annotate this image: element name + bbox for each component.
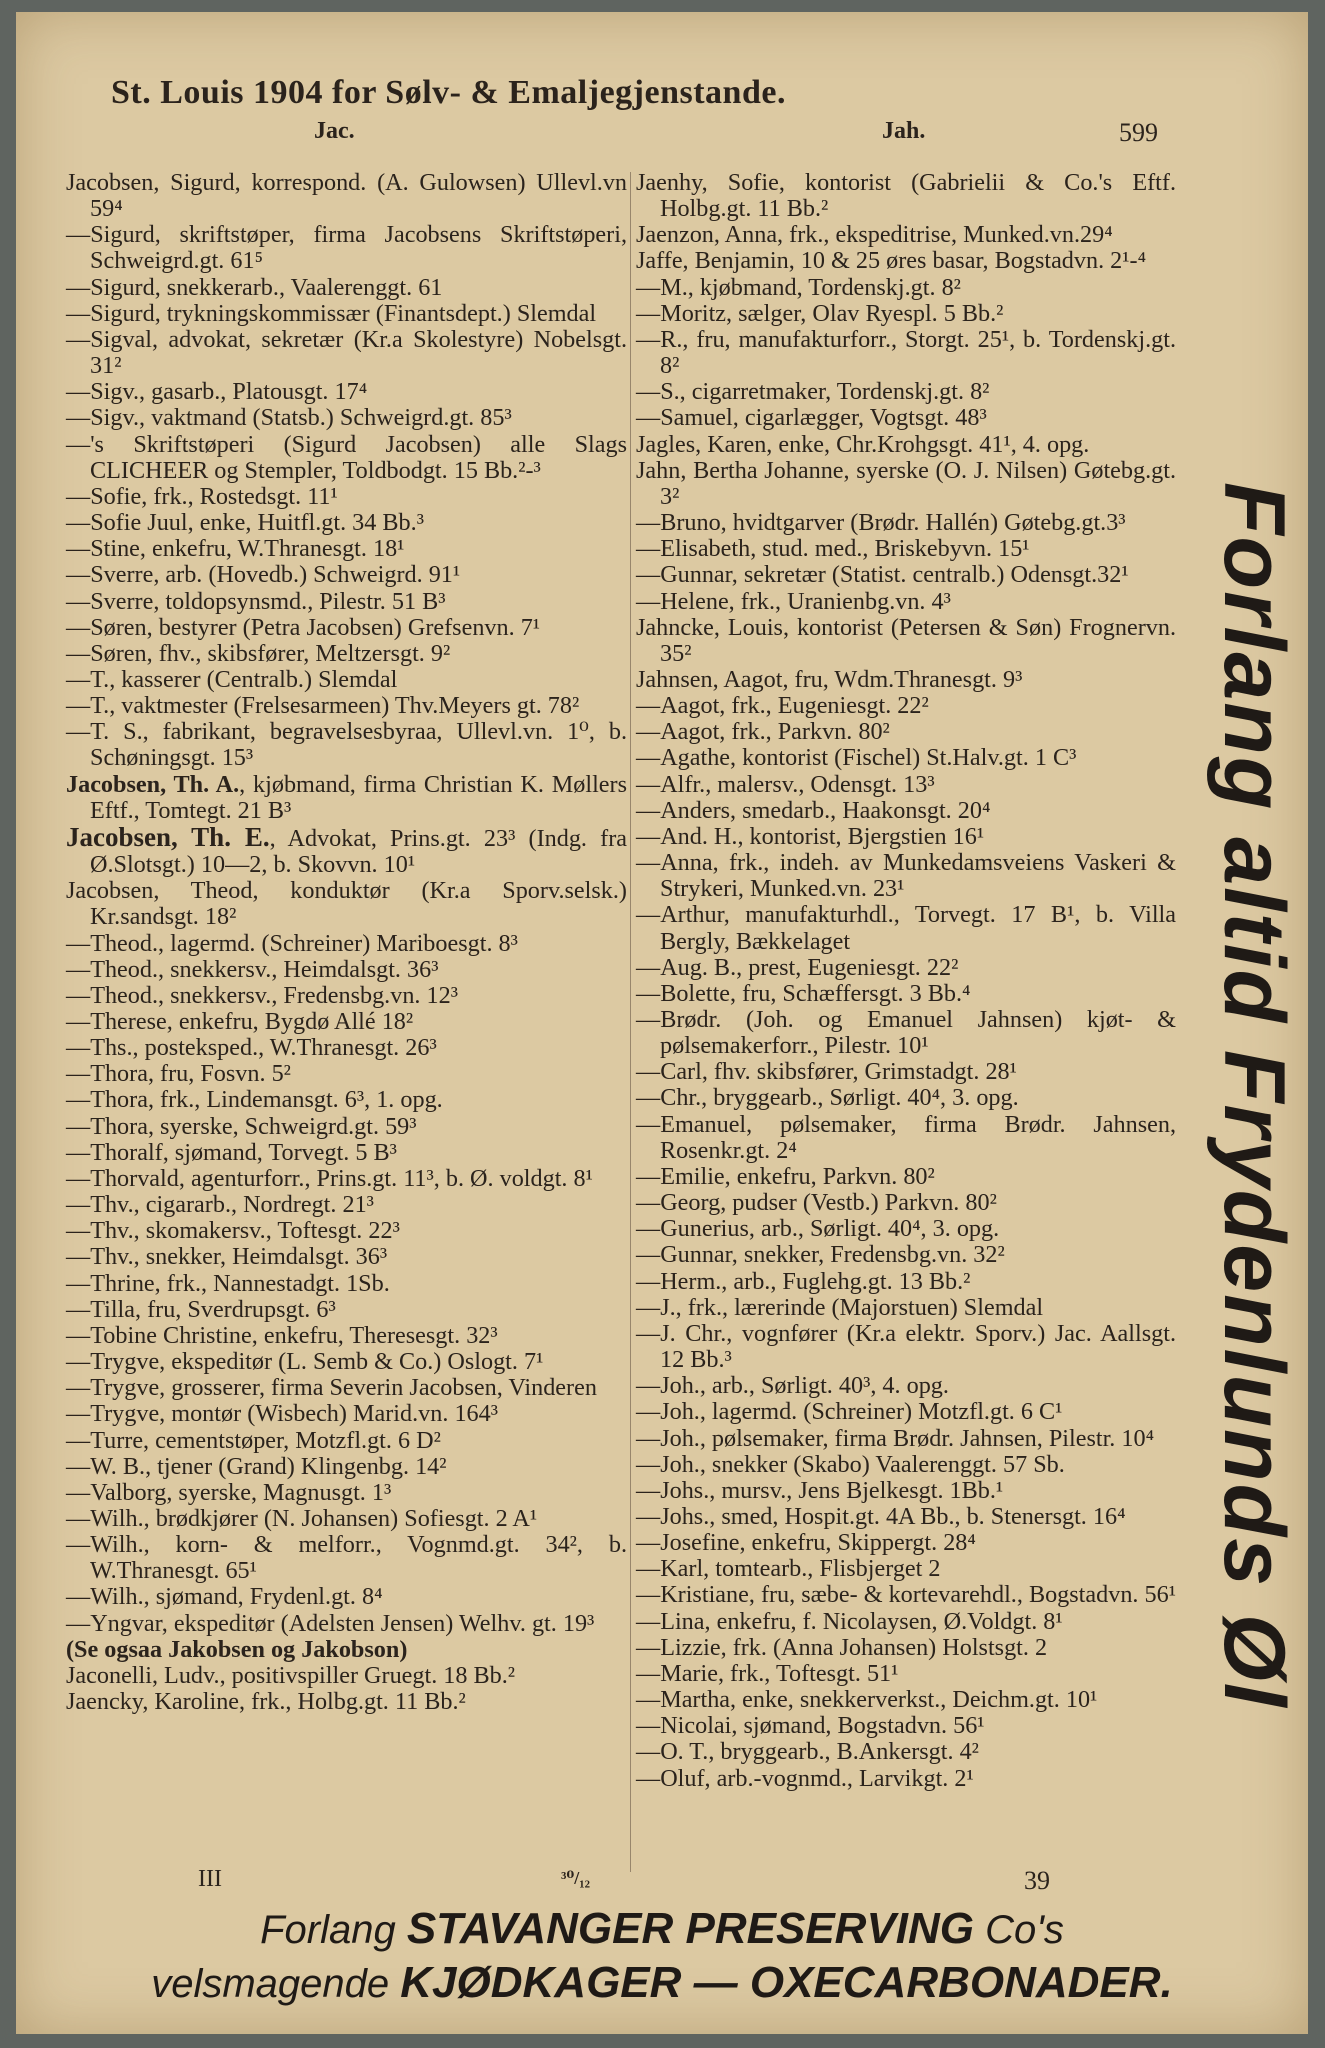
directory-entry: —Sigurd, snekkerarb., Vaalerenggt. 61 xyxy=(66,273,443,301)
footer-left-mark: III xyxy=(198,1866,222,1892)
directory-entry: Jaenhy, Sofie, kontorist (Gabrielii & Co.'s Eftf. Holbg.gt. 11 Bb.² xyxy=(636,169,1176,223)
directory-entry: —Gunnar, snekker, Fredensbg.vn. 32² xyxy=(636,1241,1005,1269)
bold-name: Jacobsen, Th. A. xyxy=(66,770,240,798)
bold-name: (Se ogsaa Jakobsen og Jakobson) xyxy=(66,1635,408,1663)
directory-entry: Jaencky, Karoline, frk., Holbg.gt. 11 Bb.² xyxy=(66,1688,466,1716)
directory-entry: —Lizzie, frk. (Anna Johansen) Holstsgt. 2 xyxy=(636,1633,1048,1661)
directory-entry: —Anders, smedarb., Haakonsgt. 20⁴ xyxy=(636,796,991,824)
directory-entry: —Turre, cementstøper, Motzfl.gt. 6 D² xyxy=(66,1426,441,1454)
directory-entry xyxy=(66,1637,627,1663)
directory-entry: —Wilh., sjømand, Frydenl.gt. 8⁴ xyxy=(66,1583,383,1611)
directory-entry: —Sigurd, trykningskommissær (Finantsdept.) Slemdal xyxy=(66,299,597,327)
directory-entry: Jagles, Karen, enke, Chr.Krohgsgt. 41¹, 4. opg. xyxy=(636,430,1090,458)
directory-entry: —Gunnar, sekretær (Statist. centralb.) Odensgt.32¹ xyxy=(636,561,1129,589)
directory-entry: Jahnsen, Aagot, fru, Wdm.Thranesgt. 9³ xyxy=(636,665,1023,693)
directory-entry: —'s Skriftstøperi (Sigurd Jacobsen) alle Slags CLICHEER og Stempler, Toldbodgt. 15 Bb.²-³ xyxy=(66,430,627,484)
directory-entry: —Sverre, toldopsynsmd., Pilestr. 51 B³ xyxy=(66,587,446,615)
directory-entry: —Ths., posteksped., W.Thranesgt. 26³ xyxy=(66,1034,437,1062)
side-advertisement: Forlang altid Frydenlunds Øl xyxy=(1206,482,1302,1709)
directory-entry: —Bruno, hvidtgarver (Brødr. Hallén) Gøtebg.gt.3³ xyxy=(636,509,1126,537)
right-column-key: Jah. xyxy=(882,118,926,144)
directory-entry: —S., cigarretmaker, Tordenskj.gt. 8² xyxy=(636,378,990,406)
ad-line2-products: KJØDKAGER — OXECARBONADER. xyxy=(400,1958,1173,2007)
directory-entry: —Sofie, frk., Rostedsgt. 11¹ xyxy=(66,482,338,510)
directory-entry: Jahn, Bertha Johanne, syerske (O. J. Nilsen) Gøtebg.gt. 3² xyxy=(636,456,1176,510)
bottom-advertisement-line1 xyxy=(16,1904,1308,1954)
ad-line1-prefix: Forlang xyxy=(260,1908,396,1952)
directory-entry: Jaenzon, Anna, frk., ekspeditrise, Munked.vn.29⁴ xyxy=(636,221,1113,249)
directory-entry: —Johs., mursv., Jens Bjelkesgt. 1Bb.¹ xyxy=(636,1476,1004,1504)
directory-entry: —Emanuel, pølsemaker, firma Brødr. Jahnsen, Rosenkr.gt. 2⁴ xyxy=(636,1110,1176,1164)
directory-page xyxy=(16,12,1308,2034)
directory-entry: —Chr., bryggearb., Sørligt. 40⁴, 3. opg. xyxy=(636,1084,1019,1112)
directory-entry: —Karl, tomtearb., Flisbjerget 2 xyxy=(636,1555,941,1583)
directory-entry: —Sigv., gasarb., Platousgt. 17⁴ xyxy=(66,378,368,406)
directory-entry: —Stine, enkefru, W.Thranesgt. 18¹ xyxy=(66,535,405,563)
directory-entry: —Agathe, kontorist (Fischel) St.Halv.gt. 1 C³ xyxy=(636,744,1077,772)
directory-entry: —Nicolai, sjømand, Bogstadvn. 56¹ xyxy=(636,1712,985,1740)
left-column-key: Jac. xyxy=(314,118,355,144)
footer-date-mark: ³⁰/₁₂ xyxy=(561,1868,591,1888)
directory-entry: Jacobsen, Theod, konduktør (Kr.a Sporv.selsk.) Kr.sandsgt. 18² xyxy=(66,877,627,931)
directory-entry: —R., fru, manufakturforr., Storgt. 25¹, b. Tordenskj.gt. 8² xyxy=(636,325,1176,380)
directory-entry: —Thv., skomakersv., Toftesgt. 22³ xyxy=(66,1217,400,1245)
directory-entry: —Thora, syerske, Schweigrd.gt. 59³ xyxy=(66,1112,417,1140)
directory-entry: —Martha, enke, snekkerverkst., Deichm.gt. 10¹ xyxy=(636,1686,1098,1714)
directory-entry: —Thorvald, agenturforr., Prins.gt. 11³, b. Ø. voldgt. 8¹ xyxy=(66,1164,593,1192)
directory-entry: —T., kasserer (Centralb.) Slemdal xyxy=(66,665,398,693)
directory-entry: —Helene, frk., Uranienbg.vn. 4³ xyxy=(636,587,951,615)
directory-entry: —Aug. B., prest, Eugeniesgt. 22² xyxy=(636,953,959,981)
ad-line1-brand: STAVANGER PRESERVING xyxy=(406,1904,975,1953)
directory-entry: —Trygve, montør (Wisbech) Marid.vn. 164³ xyxy=(66,1400,498,1428)
directory-entry: —Sofie Juul, enke, Huitfl.gt. 34 Bb.³ xyxy=(66,509,424,537)
directory-entry: —Anna, frk., indeh. av Munkedamsveiens Vaskeri & Strykeri, Munked.vn. 23¹ xyxy=(636,849,1176,903)
directory-entry: —Joh., lagermd. (Schreiner) Motzfl.gt. 6 C¹ xyxy=(636,1398,1063,1426)
directory-entry: —Josefine, enkefru, Skippergt. 28⁴ xyxy=(636,1529,976,1557)
directory-entry: —Sverre, arb. (Hovedb.) Schweigrd. 91¹ xyxy=(66,561,461,589)
directory-entry: —Johs., smed, Hospit.gt. 4A Bb., b. Stenersgt. 16⁴ xyxy=(636,1502,1126,1530)
directory-entry: —Alfr., malersv., Odensgt. 13³ xyxy=(636,770,935,798)
directory-entry: —Arthur, manufakturhdl., Torvegt. 17 B¹, b. Villa Bergly, Bækkelaget xyxy=(636,901,1176,955)
directory-entry: Jahncke, Louis, kontorist (Petersen & Søn) Frognervn. 35² xyxy=(636,613,1176,667)
directory-entry: —T. S., fabrikant, begravelsesbyraa, Ullevl.vn. 1⁰, b. Schøningsgt. 15³ xyxy=(66,718,627,772)
directory-entry: —Lina, enkefru, f. Nicolaysen, Ø.Voldgt. 8¹ xyxy=(636,1607,1063,1635)
directory-entry: —Carl, fhv. skibsfører, Grimstadgt. 28¹ xyxy=(636,1058,1017,1086)
directory-entry: —Samuel, cigarlægger, Vogtsgt. 48³ xyxy=(636,404,987,432)
directory-entry: —Thora, fru, Fosvn. 5² xyxy=(66,1060,291,1088)
directory-entry: —Marie, frk., Toftesgt. 51¹ xyxy=(636,1659,899,1687)
directory-entry: —Sigurd, skriftstøper, firma Jacobsens Skriftstøperi, Schweigrd.gt. 61⁵ xyxy=(66,221,627,275)
directory-entry: —M., kjøbmand, Tordenskj.gt. 8² xyxy=(636,273,961,301)
directory-entry: —Herm., arb., Fuglehg.gt. 13 Bb.² xyxy=(636,1267,971,1295)
directory-entry: —Georg, pudser (Vestb.) Parkvn. 80² xyxy=(636,1189,997,1217)
directory-entry: —Theod., lagermd. (Schreiner) Mariboesgt. 8³ xyxy=(66,929,518,957)
directory-entry: —Aagot, frk., Eugeniesgt. 22² xyxy=(636,692,929,720)
directory-entry: —Kristiane, fru, sæbe- & kortevarehdl., Bogstadvn. 56¹ xyxy=(636,1581,1176,1609)
directory-entry: —W. B., tjener (Grand) Klingenbg. 14² xyxy=(66,1452,447,1480)
directory-entry: —Yngvar, ekspeditør (Adelsten Jensen) Welhv. gt. 19³ xyxy=(66,1609,595,1637)
directory-entry: —And. H., kontorist, Bjergstien 16¹ xyxy=(636,822,985,850)
directory-entry: —Sigv., vaktmand (Statsb.) Schweigrd.gt. 85³ xyxy=(66,404,512,432)
left-column xyxy=(66,170,627,1715)
directory-entry: —Sigval, advokat, sekretær (Kr.a Skolestyre) Nobelsgt. 31² xyxy=(66,325,627,380)
directory-entry: —Wilh., brødkjører (N. Johansen) Sofiesgt. 2 A¹ xyxy=(66,1504,538,1532)
directory-entry: —Oluf, arb.-vognmd., Larvikgt. 2¹ xyxy=(636,1764,974,1792)
directory-entry: —Theod., snekkersv., Fredensbg.vn. 12³ xyxy=(66,981,458,1009)
directory-entry: —Thv., snekker, Heimdalsgt. 36³ xyxy=(66,1243,388,1271)
directory-entry: —Gunerius, arb., Sørligt. 40⁴, 3. opg. xyxy=(636,1215,1000,1243)
directory-entry: —Bolette, fru, Schæffersgt. 3 Bb.⁴ xyxy=(636,979,971,1007)
directory-entry: —Brødr. (Joh. og Emanuel Jahnsen) kjøt- & pølsemakerforr., Pilestr. 10¹ xyxy=(636,1006,1176,1060)
directory-entry: —Joh., pølsemaker, firma Brødr. Jahnsen, Pilestr. 10⁴ xyxy=(636,1424,1155,1452)
directory-entry: Jaffe, Benjamin, 10 & 25 øres basar, Bogstadvn. 2¹-⁴ xyxy=(636,247,1147,275)
directory-entry: —Thv., cigararb., Nordregt. 21³ xyxy=(66,1191,374,1219)
directory-entry: —Trygve, grosserer, firma Severin Jacobsen, Vinderen xyxy=(66,1374,597,1402)
directory-entry: —Thrine, frk., Nannestadgt. 1Sb. xyxy=(66,1269,390,1297)
directory-entry: —Thoralf, sjømand, Torvegt. 5 B³ xyxy=(66,1138,397,1166)
directory-entry: —Moritz, sælger, Olav Ryespl. 5 Bb.² xyxy=(636,299,1004,327)
directory-entry: —Wilh., korn- & melforr., Vognmd.gt. 34², b. W.Thranesgt. 65¹ xyxy=(66,1531,627,1585)
directory-entry: —Theod., snekkersv., Heimdalsgt. 36³ xyxy=(66,955,439,983)
footer-right-mark: 39 xyxy=(1024,1866,1050,1895)
directory-entry: —Aagot, frk., Parkvn. 80² xyxy=(636,718,890,746)
right-column xyxy=(636,170,1176,1792)
directory-entry: —Søren, bestyrer (Petra Jacobsen) Grefsenvn. 7¹ xyxy=(66,613,541,641)
directory-entry: —Joh., arb., Sørligt. 40³, 4. opg. xyxy=(636,1372,949,1400)
bold-name: Jacobsen, Th. E. xyxy=(66,821,270,852)
directory-entry: —Joh., snekker (Skabo) Vaalerenggt. 57 Sb. xyxy=(636,1450,1065,1478)
directory-entry: —O. T., bryggearb., B.Ankersgt. 4² xyxy=(636,1738,979,1766)
column-divider xyxy=(630,172,631,1872)
directory-entry: Jacobsen, Th. E., Advokat, Prins.gt. 23³ (Indg. fra Ø.Slotsgt.) 10—2, b. Skovvn. 10¹ xyxy=(66,821,627,879)
ad-line2-prefix: velsmagende xyxy=(151,1962,390,2006)
directory-entry: —Therese, enkefru, Bygdø Allé 18² xyxy=(66,1008,414,1035)
directory-entry: —J., frk., lærerinde (Majorstuen) Slemdal xyxy=(636,1293,1044,1321)
directory-entry: —Tilla, fru, Sverdrupsgt. 6³ xyxy=(66,1295,336,1323)
directory-entry: Jaconelli, Ludv., positivspiller Gruegt. 18 Bb.² xyxy=(66,1661,516,1689)
directory-entry: Jacobsen, Th. A., kjøbmand, firma Christian K. Møllers Eftf., Tomtegt. 21 B³ xyxy=(66,770,627,824)
directory-entry: —J. Chr., vognfører (Kr.a elektr. Sporv.) Jac. Aallsgt. 12 Bb.³ xyxy=(636,1319,1176,1374)
directory-entry: —Elisabeth, stud. med., Briskebyvn. 15¹ xyxy=(636,535,1030,563)
directory-entry: —Emilie, enkefru, Parkvn. 80² xyxy=(636,1162,935,1190)
bottom-advertisement-line2 xyxy=(16,1958,1308,2008)
directory-entry: —Tobine Christine, enkefru, Theresesgt. 32³ xyxy=(66,1321,498,1349)
directory-entry: —Valborg, syerske, Magnusgt. 1³ xyxy=(66,1478,392,1506)
directory-entry: Jacobsen, Sigurd, korrespond. (A. Gulowsen) Ullevl.vn 59⁴ xyxy=(66,169,627,223)
page-number: 599 xyxy=(1119,118,1158,147)
directory-entry: —Thora, frk., Lindemansgt. 6³, 1. opg. xyxy=(66,1086,443,1114)
top-advertisement: St. Louis 1904 for Sølv- & Emaljegjenstande. xyxy=(111,74,786,111)
ad-line1-suffix: Co's xyxy=(985,1908,1064,1952)
directory-entry: —T., vaktmester (Frelsesarmeen) Thv.Meyers gt. 78² xyxy=(66,692,580,720)
directory-entry: —Trygve, ekspeditør (L. Semb & Co.) Oslogt. 7¹ xyxy=(66,1348,544,1376)
directory-entry: —Søren, fhv., skibsfører, Meltzersgt. 9² xyxy=(66,639,451,667)
